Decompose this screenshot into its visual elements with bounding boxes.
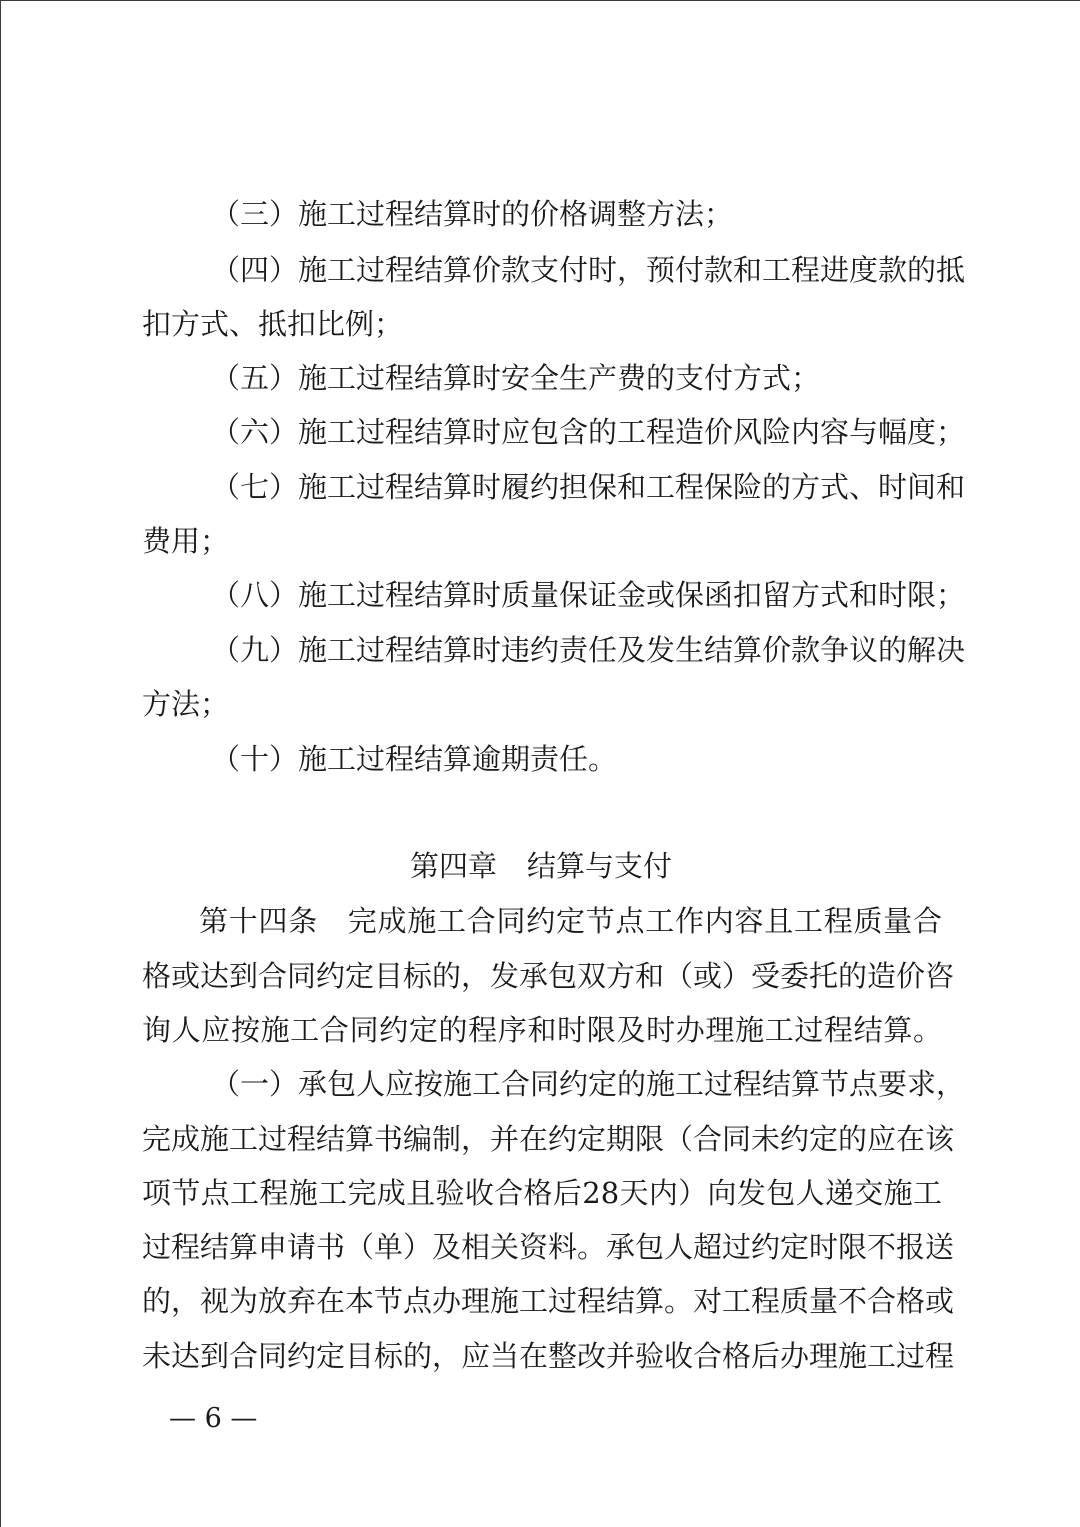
clause-one-line-4: 过程结算申请书（单）及相关资料。承包人超过约定时限不报送 bbox=[142, 1230, 955, 1264]
list-item-six: （六）施工过程结算时应包含的工程造价风险内容与幅度； bbox=[211, 415, 966, 449]
list-item-three: （三）施工过程结算时的价格调整方法； bbox=[211, 197, 734, 231]
list-item-four-cont: 扣方式、抵扣比例； bbox=[142, 307, 404, 341]
chapter-title: 结算与支付 bbox=[527, 849, 673, 883]
page-number: — 6 — bbox=[169, 1403, 258, 1434]
list-item-seven: （七）施工过程结算时履约担保和工程保险的方式、时间和 bbox=[211, 470, 966, 504]
article-14-line-3: 询人应按施工合同约定的程序和时限及时办理施工过程结算。 bbox=[142, 1013, 942, 1047]
clause-one-line-3: 项节点工程施工完成且验收合格后28天内）向发包人递交施工 bbox=[142, 1176, 942, 1210]
clause-one-line-1: （一）承包人应按施工合同约定的施工过程结算节点要求， bbox=[211, 1067, 966, 1101]
chapter-heading bbox=[1, 846, 1080, 886]
list-item-seven-cont: 费用； bbox=[142, 524, 230, 558]
article-14-line-1: 第十四条 完成施工合同约定节点工作内容且工程质量合 bbox=[199, 904, 942, 938]
clause-one-line-2: 完成施工过程结算书编制，并在约定期限（合同未约定的应在该 bbox=[142, 1122, 955, 1156]
list-item-five: （五）施工过程结算时安全生产费的支付方式； bbox=[211, 361, 821, 395]
list-item-nine-cont: 方法； bbox=[142, 687, 230, 721]
list-item-ten: （十）施工过程结算逾期责任。 bbox=[211, 742, 618, 776]
clause-one-line-6: 未达到合同约定目标的，应当在整改并验收合格后办理施工过程 bbox=[142, 1339, 955, 1373]
clause-one-line-5: 的，视为放弃在本节点办理施工过程结算。对工程质量不合格或 bbox=[142, 1284, 955, 1318]
article-14-line-2: 格或达到合同约定目标的，发承包双方和（或）受委托的造价咨 bbox=[142, 959, 955, 993]
list-item-four: （四）施工过程结算价款支付时，预付款和工程进度款的抵 bbox=[211, 253, 966, 287]
list-item-eight: （八）施工过程结算时质量保证金或保函扣留方式和时限； bbox=[211, 578, 966, 612]
chapter-number: 第四章 bbox=[409, 849, 497, 883]
list-item-nine: （九）施工过程结算时违约责任及发生结算价款争议的解决 bbox=[211, 633, 966, 667]
